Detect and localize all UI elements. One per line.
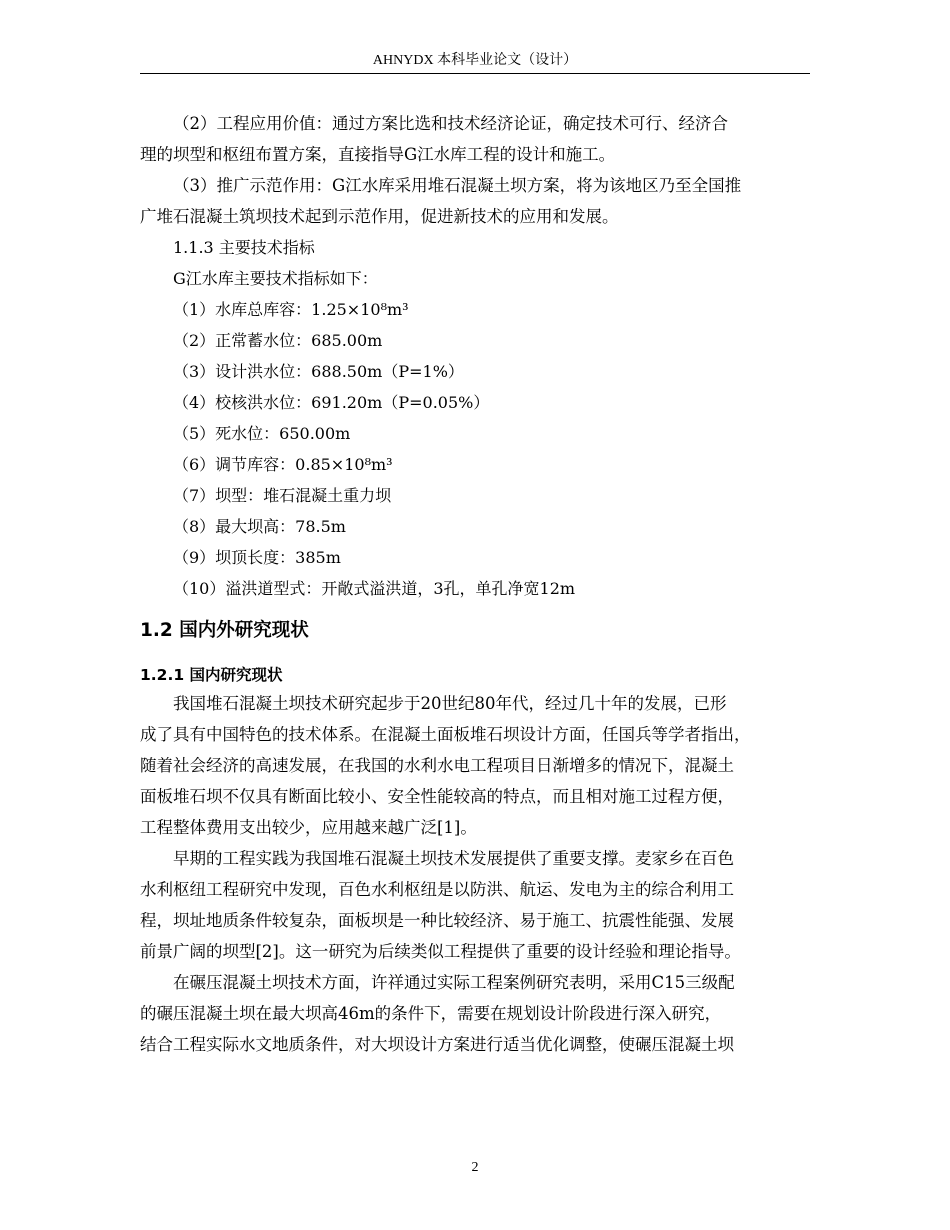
list-item: （2）正常蓄水位：685.00m bbox=[173, 331, 383, 350]
paragraph-demonstration: （3）推广示范作用：G江水库采用堆石混凝土坝方案，将为该地区乃至全国推 广堆石混凝土筑坝技术起到示范作用，促进新技术的应用和发展。 bbox=[140, 176, 742, 226]
list-item: （1）水库总库容：1.25×10⁸m³ bbox=[173, 300, 409, 319]
list-item: （7）坝型：堆石混凝土重力坝 bbox=[173, 486, 392, 505]
section-title-1-2: 1.2 国内外研究现状 bbox=[140, 620, 309, 641]
paragraph-research-3: 在碾压混凝土坝技术方面，许祥通过实际工程案例研究表明，采用C15三级配 的碾压混凝土坝在最大坝高46m的条件下，需要在规划设计阶段进行深入研究， 结合工程实际水文地质条件，对大坝设计方案进行适当优化调整，使碾压混凝土坝 bbox=[140, 973, 735, 1054]
list-item: （10）溢洪道型式：开敞式溢洪道，3孔，单孔净宽12m bbox=[173, 579, 576, 598]
subsection-title-1-1-3: 1.1.3 主要技术指标 bbox=[173, 238, 315, 257]
paragraph-engineering-value: （2）工程应用价值：通过方案比选和技术经济论证，确定技术可行、经济合 理的坝型和枢纽布置方案，直接指导G江水库工程的设计和施工。 bbox=[140, 114, 728, 164]
page-content bbox=[140, 108, 820, 1060]
page-header: AHNYDX 本科毕业论文（设计） bbox=[372, 53, 578, 68]
list-item: （5）死水位：650.00m bbox=[173, 424, 351, 443]
page-number: 2 bbox=[471, 1160, 479, 1175]
paragraph-research-2: 早期的工程实践为我国堆石混凝土坝技术发展提供了重要支撑。麦家乡在百色 水利枢纽工程研究中发现，百色水利枢纽是以防洪、航运、发电为主的综合利用工 程，坝址地质条件较复杂，面板坝是一种比较经济、易于施工、抗震性能强、发展 前景广阔的坝型[2]。这一研究为后续类似工程提供了重要的设计经验和理论指导。 bbox=[140, 849, 741, 961]
header-rule bbox=[140, 73, 810, 74]
list-item: （4）校核洪水位：691.20m（P=0.05%） bbox=[173, 393, 490, 412]
list-item: （8）最大坝高：78.5m bbox=[173, 517, 346, 536]
list-item: （9）坝顶长度：385m bbox=[173, 548, 341, 567]
paragraph-research-1: 我国堆石混凝土坝技术研究起步于20世纪80年代，经过几十年的发展，已形 成了具有中国特色的技术体系。在混凝土面板堆石坝设计方面，任国兵等学者指出， 随着社会经济的高速发展，在我国的水利水电工程项目日渐增多的情况下，混凝土 面板堆石坝不仅具有断面比较小、安全性能较高的特点，而且相对施工过程方便， 工程整体费用支出较少，应用越来越广泛[1]。 bbox=[140, 694, 751, 837]
indicator-list bbox=[140, 294, 820, 604]
subsection-title-1-2-1: 1.2.1 国内研究现状 bbox=[140, 666, 283, 684]
indicators-intro: G江水库主要技术指标如下： bbox=[173, 269, 378, 288]
list-item: （6）调节库容：0.85×10⁸m³ bbox=[173, 455, 393, 474]
list-item: （3）设计洪水位：688.50m（P=1%） bbox=[173, 362, 464, 381]
